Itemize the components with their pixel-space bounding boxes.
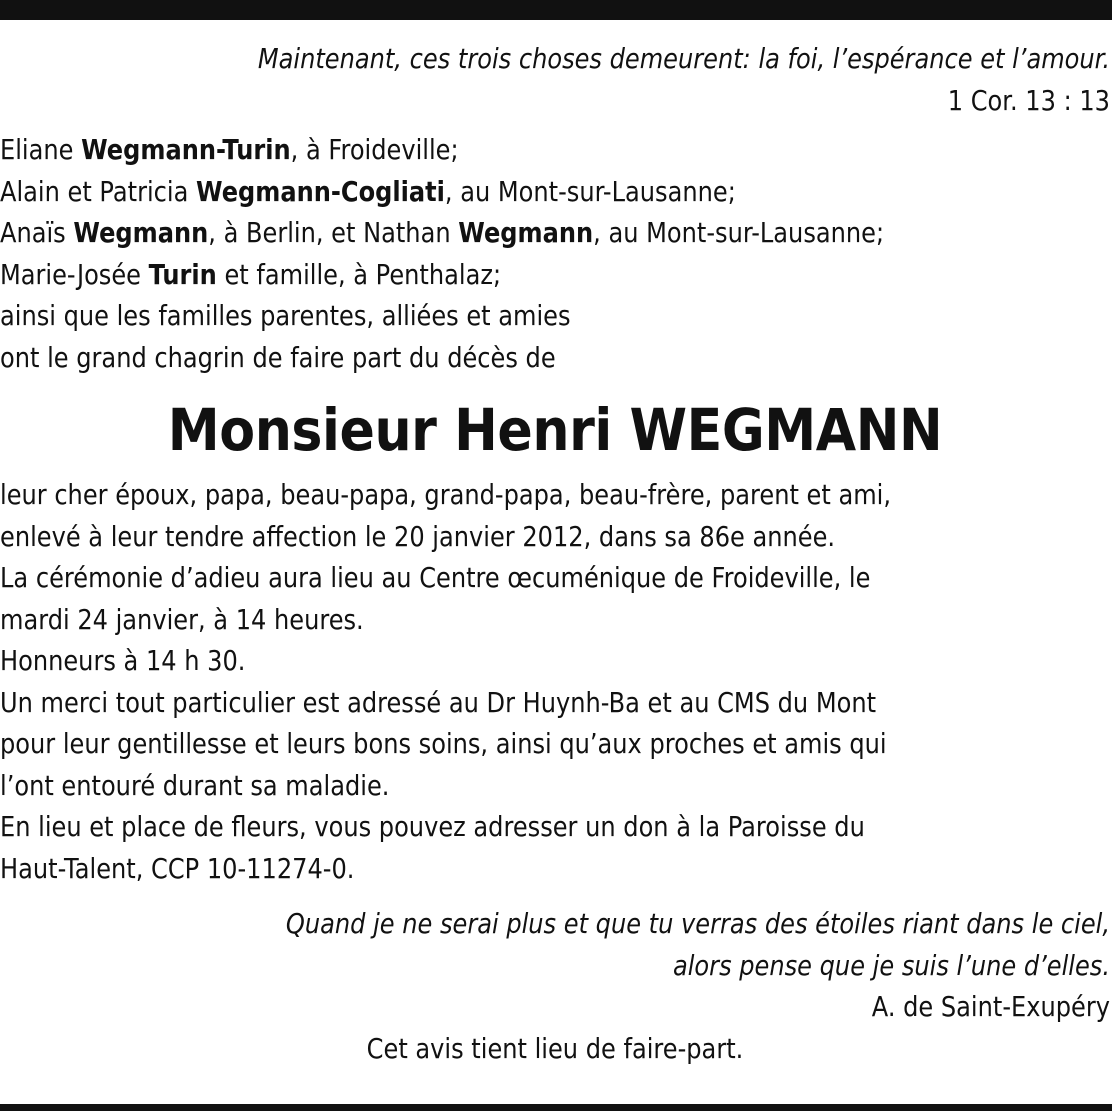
body-line: Haut-Talent, CCP 10-11274-0. [0,851,355,885]
notice-footer: Cet avis tient lieu de faire-part. [366,1031,744,1065]
intro-line: ont le grand chagrin de faire part du décès de [0,340,556,374]
family-member: Anaïs Wegmann, à Berlin, et Nathan Wegmann, au Mont-sur-Lausanne; [0,216,885,249]
intro-line: ainsi que les familles parentes, alliées et amies [0,299,571,332]
body-line: l’ont entouré durant sa maladie. [0,768,390,802]
body-line: pour leur gentillesse et leurs bons soins, ainsi qu’aux proches et amis qui [0,727,887,760]
epigraph-reference: 1 Cor. 13 : 13 [947,83,1110,117]
epigraph-quote: Maintenant, ces trois choses demeurent: la foi, l’espérance et l’amour. [257,42,1110,75]
closing-quote-line: Quand je ne serai plus et que tu verras des étoiles riant dans le ciel, [285,907,1110,940]
bottom-rule [0,1104,1112,1111]
obituary-notice [0,38,1110,1069]
family-surname: Turin [148,257,217,291]
closing-quote-line: alors pense que je suis l’une d’elles. [672,948,1110,982]
family-surname: Wegmann-Cogliati [196,174,445,208]
body-line: La cérémonie d’adieu aura lieu au Centre œcuménique de Froideville, le [0,561,871,594]
notice-body [0,474,1110,889]
body-line: Un merci tout particulier est adressé au Dr Huynh-Ba et au CMS du Mont [0,685,877,719]
body-line: leur cher époux, papa, beau-papa, grand-papa, beau-frère, parent et ami, [0,478,892,511]
family-member: Marie-Josée Turin et famille, à Penthalaz; [0,257,502,291]
body-line: Honneurs à 14 h 30. [0,644,246,677]
body-line: enlevé à leur tendre affection le 20 janvier 2012, dans sa 86e année. [0,519,836,553]
body-line: En lieu et place de fleurs, vous pouvez adresser un don à la Paroisse du [0,810,865,843]
family-surname: Wegmann [73,216,209,249]
family-surname: Wegmann-Turin [81,133,291,166]
body-line: mardi 24 janvier, à 14 heures. [0,602,364,636]
family-surname: Wegmann [458,216,594,249]
top-rule [0,0,1112,20]
deceased-name: Monsieur Henri WEGMANN [167,396,943,464]
family-member: Eliane Wegmann-Turin, à Froideville; [0,133,459,166]
family-list [0,129,1110,295]
closing-quote-author: A. de Saint-Exupéry [871,990,1110,1023]
family-member: Alain et Patricia Wegmann-Cogliati, au Mont-sur-Lausanne; [0,174,736,208]
